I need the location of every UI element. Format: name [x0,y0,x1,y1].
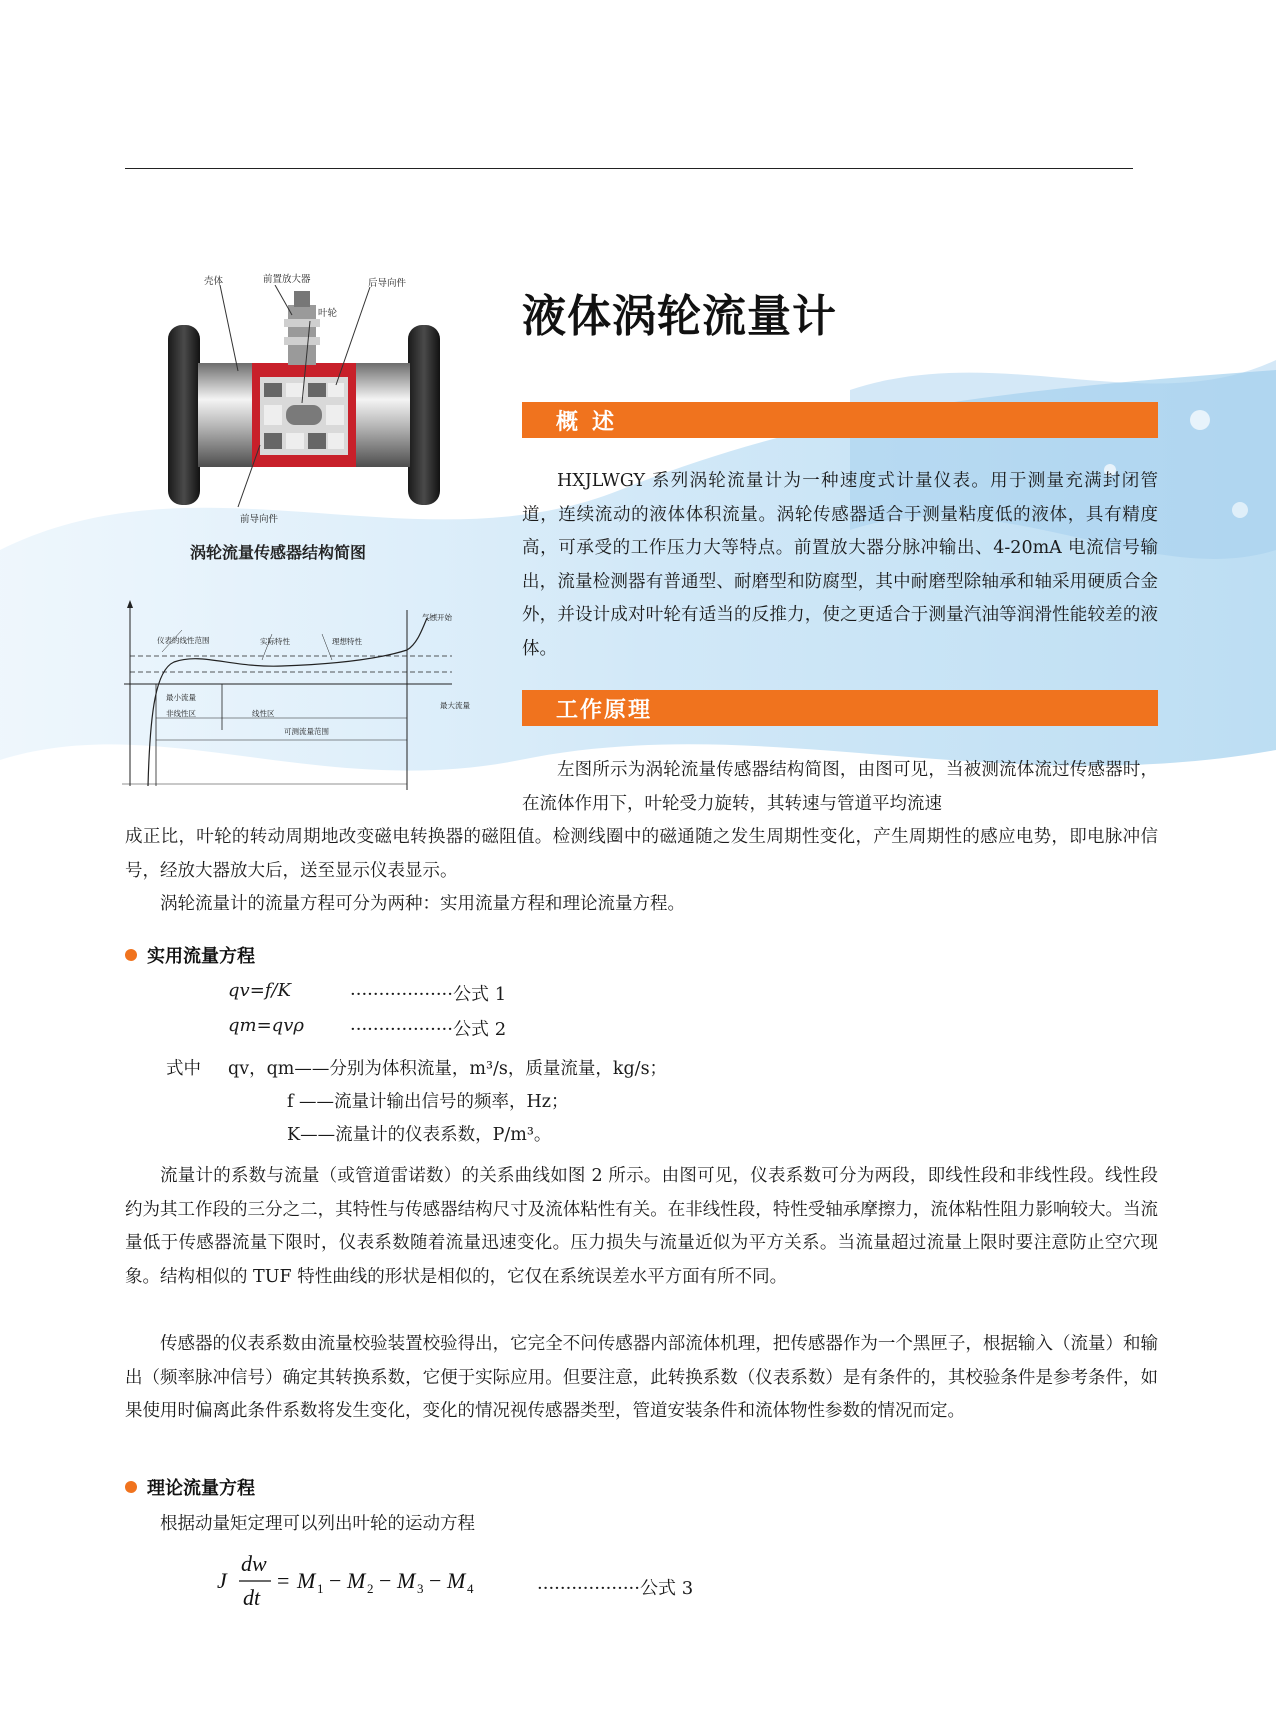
practical-heading: 实用流量方程 [125,942,255,968]
g-min-flow: 最小流量 [166,693,196,702]
g-cavitation: 气蚀开始 [422,613,452,622]
g-actual: 实际特性 [260,637,290,646]
svg-text:−: − [379,1568,392,1593]
svg-text:M: M [397,1568,416,1593]
svg-text:M: M [447,1568,466,1593]
theory-paragraph: 根据动量矩定理可以列出叶轮的运动方程 [160,1514,475,1534]
label-preamp: 前置放大器 [263,274,311,285]
page-title: 液体涡轮流量计 [522,291,837,342]
coefficient-paragraph: 流量计的系数与流量（或管道雷诺数）的关系曲线如图 2 所示。由图可见，仪表系数可分为两段，即线性段和非线性段。线性段约为其工作段的三分之二，其特性与传感器结构尺寸及流体粘性有关。在非线性段，特性受轴承摩擦力，流体粘性阻力影响较大。当流量低于传感器流量下限时，仪表系数随着流量迅速变化。压力损失与流量近似为平方关系。当流量超过流量上限时要注意防止空穴现象。结构相似的 TUF 特性曲线的形状是相似的，它仅在系统误差水平方面有所不同。 [125,1166,1158,1287]
g-nonlinear: 非线性区 [166,709,196,718]
where-label: 式中 [166,1059,201,1079]
svg-text:−: − [329,1568,342,1593]
svg-text:J: J [217,1568,227,1593]
momentum-equation-formula [215,1545,515,1620]
g-max-flow: 最大流量 [440,701,470,710]
equation-2: qm=qvρ [228,1015,304,1036]
svg-text:−: − [429,1568,442,1593]
equation-3-tag: ··················公式 3 [537,1578,694,1599]
svg-text:2: 2 [367,1581,374,1596]
section-heading: 概述 [556,410,629,435]
label-rear-guide: 后导向件 [368,278,407,289]
g-linear: 线性区 [252,709,275,718]
principle-paragraph-a: 左图所示为涡轮流量传感器结构简图，由图可见，当被测流体流过传感器时，在流体作用下，叶轮受力旋转，其转速与管道平均流速 [522,760,1158,814]
section-heading: 工作原理 [556,698,653,723]
svg-text:M: M [297,1568,316,1593]
label-impeller: 叶轮 [318,308,338,319]
svg-text:M: M [347,1568,366,1593]
svg-text:1: 1 [317,1581,324,1596]
g-measurable-range: 可测流量范围 [284,727,329,736]
definition-1: qv，qm——分别为体积流量，m³/s，质量流量，kg/s； [228,1059,668,1079]
section-header-overview [522,402,1158,438]
figure1-caption: 涡轮流量传感器结构简图 [190,543,367,562]
turbine-flowmeter-illustration [160,274,480,525]
principle-paragraph-b: 成正比，叶轮的转动周期地改变磁电转换器的磁阻值。检测线圈中的磁通随之发生周期性变化，产生周期性的感应电势，即电脉冲信号，经放大器放大后，送至显示仪表显示。 [125,827,1158,881]
theory-heading: 理论流量方程 [125,1474,255,1500]
label-front-guide: 前导向件 [240,514,279,525]
equation-2-tag: ··················公式 2 [350,1019,507,1040]
g-ideal: 理想特性 [332,637,362,646]
label-shell: 壳体 [204,276,224,287]
section-header-principle [522,690,1158,726]
svg-text:3: 3 [417,1581,424,1596]
definition-3: K——流量计的仪表系数，P/m³。 [287,1125,552,1145]
bullet-dot-icon [125,1481,137,1493]
bullet-dot-icon [125,949,137,961]
equation-1: qv=f/K [228,980,291,1001]
svg-text:dt: dt [243,1585,261,1610]
header-rule [125,168,1133,169]
g-linearity-range: 仪表的线性范围 [157,636,210,645]
principle-paragraph-2: 涡轮流量计的流量方程可分为两种：实用流量方程和理论流量方程。 [160,894,685,914]
definition-2: f ——流量计输出信号的频率，Hz； [287,1092,569,1112]
svg-text:=: = [277,1568,290,1593]
svg-text:4: 4 [467,1581,474,1596]
equation-1-tag: ··················公式 1 [350,984,507,1005]
svg-text:dw: dw [241,1551,267,1576]
characteristic-curve-diagram [122,600,470,790]
calibration-paragraph: 传感器的仪表系数由流量校验装置校验得出，它完全不问传感器内部流体机理，把传感器作为一个黑匣子，根据输入（流量）和输出（频率脉冲信号）确定其转换系数，它便于实际应用。但要注意，此转换系数（仪表系数）是有条件的，其校验条件是参考条件，如果使用时偏离此条件系数将发生变化，变化的情况视传感器类型，管道安装条件和流体物性参数的情况而定。 [125,1334,1158,1421]
overview-paragraph: HXJLWGY 系列涡轮流量计为一种速度式计量仪表。用于测量充满封闭管道，连续流动的液体体积流量。涡轮传感器适合于测量粘度低的液体，具有精度高，可承受的工作压力大等特点。前置放大器分脉冲输出、4-20mA 电流信号输出，流量检测器有普通型、耐磨型和防腐型，其中耐磨型除轴承和轴采用硬质合金外，并设计成对叶轮有适当的反推力，使之更适合于测量汽油等润滑性能较差的液体。 [522,471,1158,659]
